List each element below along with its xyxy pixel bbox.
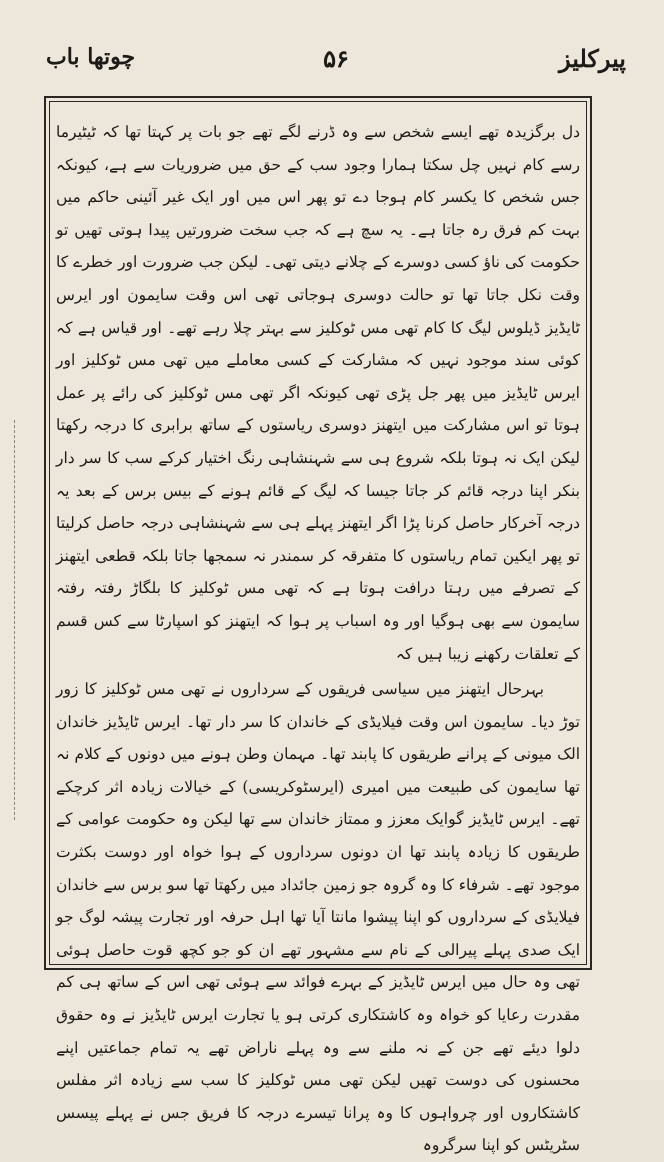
running-title: پیرکلیز [558,44,626,73]
paragraph-2: بہرحال ایتھنز میں سیاسی فریقوں کے سرداروں نے تھی مس ٹوکلیز کا زور توڑ دیا۔ سایمون اس وقت فیلایڈی کے خاندان کا سر دار تھا۔ ایرس ٹایڈیز خاندان الک میونی کے پرانے طریقوں کا پابند تھا۔ مہمان وطن ہونے میں دونوں کے کلام نہ تھا سایمون کی طبیعت میں امیری (ایرسٹوکریسی) کے خیالات زیادہ اثر کرچکے تھے۔ ایرس ٹایڈیز گوایک معزز و ممتاز خاندان سے تھا لیکن وہ حکومت عوامی کے طریقوں کا زیادہ پابند تھا ان دونوں سرداروں کے ہوا خواہ اور دوست بکثرت موجود تھے۔ شرفاء کا وہ گروہ جو زمین جائداد میں رکھتا تھا سو برس سے خاندان فیلایڈی کے سرداروں کو اپنا پیشوا مانتا آیا تھا اہل حرفہ اور تجارت پیشہ لوگ جو ایک صدی پہلے پیرالی کے نام سے مشہور تھے ان کو جو کچھ قوت حاصل ہوئی تھی وہ حال میں ایرس ٹایڈیز کے بہرے فوائد سے ہوئی تھی اس کے ساتھ ہی کم مقدرت رعایا کو خواہ وہ کاشتکاری کرتی ہو یا تجارت ایرس ٹایڈیز نے وہ حقوق دلوا دیئے تھے جن کے نہ ملنے سے وہ پہلے ناراض تھے یہ تمام جماعتیں اپنے محسنوں کی دوست تھیں لیکن تھی مس ٹوکلیز کا سب سے زیادہ اثر مفلس کاشتکاروں اور چرواہوں کا وہ پرانا تیسرے درجہ کا فریق جس نے پہلے پیسس سٹریٹس کو اپنا سرگروہ [56,680,580,1155]
page-number: ۵۶ [323,44,349,73]
paragraph-1: دل برگزیدہ تھے ایسے شخص سے وہ ڈرنے لگے تھے جو بات پر کہتا تھا کہ ٹیٹیرما رسے کام نہیں چل سکتا ہمارا وجود سب کے حق میں ضروریات سے ہے، کیونکہ جس شخص کا یکسر کام ہوجا دے تو پھر اس میں اور ایک غیر آئینی حاکم میں بہت کم فرق رہ جاتا ہے۔ یہ سچ ہے کہ جب سخت ضرورتیں پیدا ہوتی تھیں تو حکومت کی ناؤ کسی دوسرے کے چلانے دیتی تھی۔ لیکن جب ضرورت اور خطرے کا وقت نکل جاتا تھا تو حالت دوسری ہوجاتی تھی اس وقت سایمون اور ایرس ٹایڈیز ڈیلوس لیگ کا کام تھی مس ٹوکلیز سے بہتر چلا رہے تھے۔ اور قیاس ہے کہ کوئی سند موجود نہیں کہ مشارکت کے کسی معاملے میں تھی مس ٹوکلیز اور ایرس ٹایڈیز میں پھر جل پڑی تھی کیونکہ اگر تھی مس ٹوکلیز کی رائے پر عمل ہوتا تو اس مشارکت میں ایتھنز دوسری ریاستوں کے ساتھ برابری کا درجہ رکھتا لیکن ایک نہ ہوتا بلکہ شروع ہی سے شہنشاہی رنگ اختیار کرکے سب کا سر دار بنکر اپنا درجہ قائم کر جاتا جیسا کہ لیگ کے قائم ہونے کے بیس برس کے بعد یہ درجہ آخرکار حاصل کرنا پڑا اگر ایتھنز پہلے ہی سے شہنشاہی درجہ حاصل کرلیتا تو پھر ایکین تمام ریاستوں کا متفرقہ کر سمندر نہ سمجھا جاتا بلکہ قطعی ایتھنز کے تصرفے میں رہتا درافت ہوتا ہے کہ تھی مس ٹوکلیز کا بلگاڑ رفتہ رفتہ سایمون سے بھی ہوگیا اور وہ اسباب پر ہوا کہ ایتھنز کو اسپارٹا سے کس قسم کے تعلقات رکھنے زیبا ہیں کہ [56,123,580,663]
body-text [56,116,580,1162]
page-edge-mark [6,420,15,820]
page-header [40,40,632,84]
chapter-title: چوتھا باب [46,44,136,70]
